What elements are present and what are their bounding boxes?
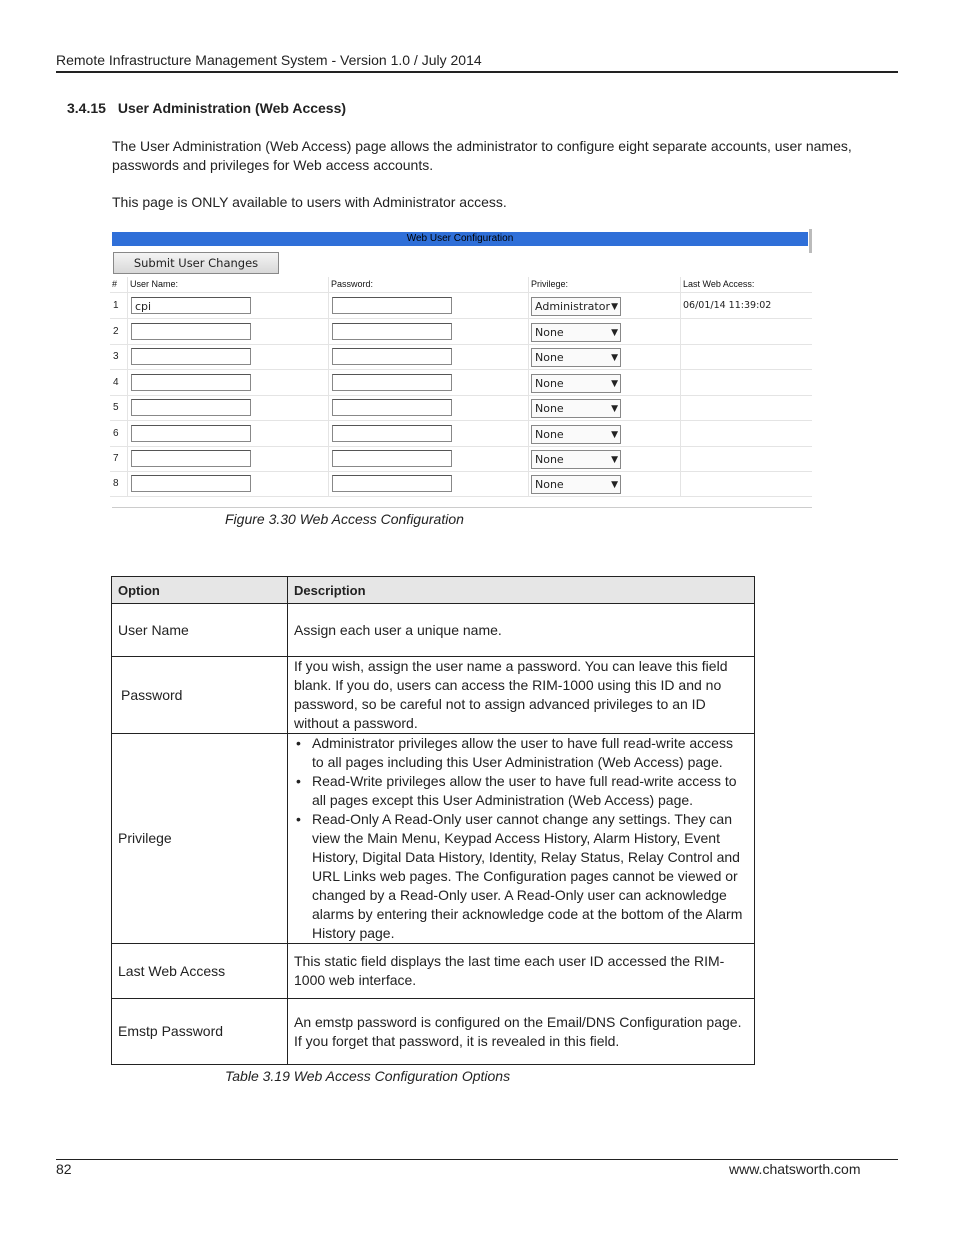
chevron-down-icon: ▼ (611, 480, 618, 490)
col-header-privilege: Privilege: (528, 277, 680, 292)
list-item: • Read-Only A Read-Only user cannot change any settings. They can view the Main Menu, Keypad Access History, Alarm History, Event History, Digital Data History, Identity, Relay Status, Relay Control and URL Links web pages. The Configuration pages cannot be viewed or changed by a Read-Only user. A Read-Only user can acknowledge alarms by entering their acknowledge code at the bottom of the Alarm History page. (312, 810, 748, 943)
privilege-value: None (535, 326, 564, 339)
row-number: 1 (113, 300, 119, 311)
option-cell: Privilege (112, 734, 288, 944)
table-caption: Table 3.19 Web Access Configuration Options (225, 1068, 511, 1084)
page-number: 82 (56, 1161, 72, 1177)
password-input[interactable] (332, 399, 452, 416)
description-cell: Assign each user a unique name. (288, 604, 755, 657)
user-row (110, 344, 812, 370)
privilege-value: None (535, 377, 564, 390)
privilege-select[interactable] (531, 323, 621, 342)
frame-edge (809, 229, 812, 253)
username-input[interactable] (131, 348, 251, 365)
options-table (111, 576, 755, 1065)
user-row (110, 319, 812, 345)
privilege-bullet-list (294, 734, 748, 943)
username-input[interactable] (131, 425, 251, 442)
access-note: This page is ONLY available to users with Administrator access. (112, 194, 507, 210)
figure-caption: Figure 3.30 Web Access Configuration (225, 511, 464, 527)
table-row (112, 999, 755, 1065)
table-row (112, 604, 755, 657)
username-input[interactable]: cpi (131, 297, 251, 314)
privilege-select[interactable] (531, 425, 621, 444)
privilege-value: None (535, 478, 564, 491)
password-input[interactable] (332, 475, 452, 492)
section-title: User Administration (Web Access) (117, 100, 347, 116)
username-input[interactable] (131, 399, 251, 416)
section-number: 3.4.15 (67, 100, 106, 116)
username-input[interactable] (131, 475, 251, 492)
last-access-value (680, 370, 815, 395)
header-description: Description (288, 577, 755, 604)
header-rule (56, 71, 898, 73)
table-header-row (112, 577, 755, 604)
option-cell: Password (112, 657, 288, 734)
config-title-bar: Web User Configuration (112, 232, 808, 246)
grid-header (110, 277, 812, 293)
chevron-down-icon: ▼ (611, 430, 618, 440)
header-option: Option (112, 577, 288, 604)
description-cell: An emstp password is configured on the Email/DNS Configuration page. If you forget that password, it is revealed in this field. (288, 999, 755, 1065)
running-header: Remote Infrastructure Management System - Version 1.0 / July 2014 (56, 52, 482, 68)
row-number: 5 (113, 402, 119, 413)
password-input[interactable] (332, 374, 452, 391)
last-access-value (680, 319, 815, 344)
chevron-down-icon: ▼ (611, 379, 618, 389)
description-cell: This static field displays the last time each user ID accessed the RIM-1000 web interface. (288, 944, 755, 999)
privilege-select[interactable] (531, 348, 621, 367)
privilege-select[interactable] (531, 399, 621, 418)
privilege-value: None (535, 428, 564, 441)
last-access-value (680, 395, 815, 420)
user-row (110, 421, 812, 447)
list-item: • Administrator privileges allow the user to have full read-write access to all pages including this User Administration (Web Access) page. (312, 734, 748, 772)
chevron-down-icon: ▼ (611, 404, 618, 414)
password-input[interactable] (332, 348, 452, 365)
user-row (110, 395, 812, 421)
submit-user-changes-button[interactable]: Submit User Changes (113, 252, 279, 274)
user-row (110, 370, 812, 396)
row-number: 7 (113, 453, 119, 464)
col-header-username: User Name: (127, 277, 327, 292)
col-header-password: Password: (328, 277, 528, 292)
row-number: 3 (113, 351, 119, 362)
chevron-down-icon: ▼ (611, 328, 618, 338)
footer-rule (56, 1159, 898, 1160)
list-item: • Read-Write privileges allow the user to have full read-write access to all pages except this User Administration (Web Access) page. (312, 772, 748, 810)
privilege-select[interactable] (531, 297, 621, 316)
table-row (112, 734, 755, 944)
last-access-value (680, 446, 815, 471)
username-input[interactable] (131, 323, 251, 340)
col-header-number: # (112, 279, 118, 289)
password-input[interactable] (332, 323, 452, 340)
row-number: 6 (113, 428, 119, 439)
chevron-down-icon: ▼ (611, 455, 618, 465)
privilege-select[interactable] (531, 450, 621, 469)
option-cell: Last Web Access (112, 944, 288, 999)
privilege-value: Administrator (535, 300, 610, 313)
username-input[interactable] (131, 374, 251, 391)
row-number: 8 (113, 478, 119, 489)
description-cell (288, 734, 755, 944)
web-user-config-figure (110, 229, 814, 499)
privilege-select[interactable] (531, 374, 621, 393)
privilege-select[interactable] (531, 475, 621, 494)
user-row (110, 293, 812, 319)
username-input[interactable] (131, 450, 251, 467)
user-row (110, 446, 812, 472)
chevron-down-icon: ▼ (611, 302, 618, 312)
chevron-down-icon: ▼ (611, 353, 618, 363)
figure-divider (112, 507, 812, 508)
col-header-last-access: Last Web Access: (680, 277, 812, 292)
password-input[interactable] (332, 425, 452, 442)
website-link[interactable]: www.chatsworth.com (729, 1161, 861, 1177)
row-number: 2 (113, 326, 119, 337)
privilege-value: None (535, 453, 564, 466)
row-number: 4 (113, 377, 119, 388)
privilege-value: None (535, 351, 564, 364)
last-access-value (680, 421, 815, 446)
privilege-value: None (535, 402, 564, 415)
table-row (112, 657, 755, 734)
password-input[interactable] (332, 450, 452, 467)
last-access-value (680, 471, 815, 496)
password-input[interactable] (332, 297, 452, 314)
description-cell: If you wish, assign the user name a password. You can leave this field blank. If you do, users can access the RIM-1000 using this ID and no password, so be careful not to assign advanced privileges to an ID without a password. (288, 657, 755, 734)
last-access-value (680, 344, 815, 369)
last-access-value: 06/01/14 11:39:02 (680, 293, 815, 318)
intro-paragraph: The User Administration (Web Access) page allows the administrator to configure eight separate accounts, user names, passwords and privileges for Web access accounts. (112, 138, 852, 173)
option-cell: Emstp Password (112, 999, 288, 1065)
user-row (110, 471, 812, 497)
table-row (112, 944, 755, 999)
option-cell: User Name (112, 604, 288, 657)
section-heading (67, 100, 346, 116)
